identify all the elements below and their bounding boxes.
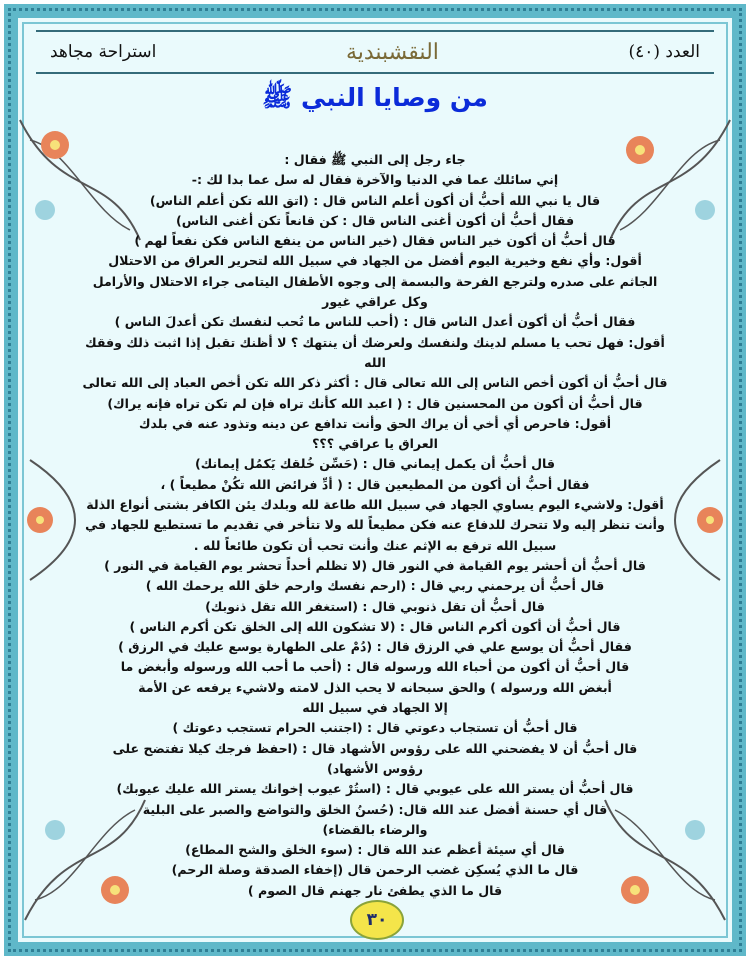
text-line: فقال أحبُّ أن أكون أعدل الناس قال : (أحب للناس ما تُحب لنفسك تكن أعدلَ الناس ) bbox=[114, 314, 636, 330]
text-line: وكل عراقي غيور bbox=[322, 294, 428, 310]
text-line: فقال أحبُّ أن أكون أغنى الناس قال : كن قانعاً تكن أغنى الناس) bbox=[175, 212, 575, 228]
text-line: قال أحبُّ أن أكون خير الناس فقال (خير الناس من ينفع الناس فكن نفعاً لهم ) bbox=[134, 233, 616, 249]
text-line: سبيل الله ترفع به الإثم عنك وأنت تحب أن تكون طائعاً لله . bbox=[193, 537, 557, 553]
text-line: قال أحبُّ أن تقل ذنوبي قال : (استغفر الله تقل ذنوبك) bbox=[205, 598, 545, 614]
text-line: وأنت تنظر إليه ولا تتحرك للدفاع عنه فكن مطيعاً لله ولا تتأخر في تقديم ما تستطيع للجهاد في bbox=[85, 517, 665, 533]
text-line: إني سائلك عما في الدنيا والآخرة فقال له سل عما بدا لك :- bbox=[191, 172, 559, 188]
text-line: العراق يا عراقي ؟؟؟ bbox=[312, 436, 438, 452]
text-line: أقول: ولاشيء اليوم يساوي الجهاد في سبيل الله طاعة لله وبلدك يئن الكافر بشتى أنواع الذلة bbox=[86, 497, 664, 513]
text-line: قال أحبُّ أن تستجاب دعوتي قال : (اجتنب الحرام تستجب دعوتك ) bbox=[172, 720, 578, 736]
text-line: قال أحبُّ أن أكون أكرم الناس قال : (لا تشكون الله إلى الخلق تكن أكرم الناس ) bbox=[129, 618, 621, 634]
text-line: قال أحبُّ أن أكون من أحباء الله ورسوله قال : (أحب ما أحب الله ورسوله وأبغض ما bbox=[120, 659, 630, 675]
text-line: أبغض الله ورسوله ) والحق سبحانه لا يحب الذل لامته ولاشيء يرفعه عن الأمة bbox=[138, 679, 612, 695]
text-line: قال أحبُّ أن أكون أخص الناس إلى الله تعالى قال : أكثر ذكر الله تكن أخص العباد إلى الله تعالى bbox=[82, 375, 668, 391]
issue-label: العدد (٤٠) bbox=[628, 42, 700, 62]
magazine-name: النقشبندية bbox=[345, 39, 439, 65]
page-title: من وصايا النبي ﷺ bbox=[262, 83, 488, 112]
text-line: أقول: وأي نفع وخيرية اليوم أفضل من الجهاد في سبيل الله لتحرير العراق من الاحتلال bbox=[108, 253, 642, 269]
text-line: قال أحبُّ أن أكون من المحسنين قال : ( اعبد الله كأنك تراه فإن لم تكن تراه فإنه يراك) bbox=[107, 395, 643, 411]
text-line: قال أي سيئة أعظم عند الله قال : (سوء الخلق والشح المطاع) bbox=[185, 842, 565, 858]
text-line: قال ما الذي يُسكِن غضب الرحمن قال (إخفاء الصدقة وصلة الرحم) bbox=[171, 862, 579, 878]
text-line: قال يا نبي الله أحبُّ أن أكون أعلم الناس قال : (اتق الله تكن أعلم الناس) bbox=[149, 192, 601, 208]
text-line: فقال أحبُّ أن يوسع علي في الرزق قال : (دُمْ على الطهارة يوسع عليك في الرزق ) bbox=[118, 639, 632, 655]
text-line: رؤوس الأشهاد) bbox=[326, 760, 423, 776]
text-line: والرضاء بالقضاء) bbox=[322, 821, 428, 837]
text-line: أقول: فهل تحب يا مسلم لدينك ولنفسك ولعرضك أن ينتهك ؟ لا أظنك تقبل إذا اثبت ذلك وفقك الله bbox=[85, 334, 665, 370]
text-line: قال ما الذي يطفئ نار جهنم قال الصوم ) bbox=[247, 882, 503, 898]
section-label: استراحة مجاهد bbox=[50, 42, 157, 62]
text-line: قال أحبُّ أن أحشر يوم القيامة في النور قال (لا تظلم أحداً تحشر يوم القيامة في النور ) bbox=[104, 557, 646, 573]
text-line: أقول: فاحرص أي أخي أن يراك الحق وأنت تدافع عن دينه وتذود عنه في بلدك bbox=[138, 415, 612, 431]
text-line: فقال أحبُّ أن أكون من المطيعين قال : ( أدِّ فرائض الله تكُنْ مطيعاً ) ، bbox=[160, 476, 590, 492]
text-line: قال أحبُّ أن لا يفضحني الله على رؤوس الأشهاد قال : (احفظ فرجك كيلا تفتضح على bbox=[112, 740, 638, 756]
text-line: قال أحبُّ أن يستر الله على عيوبي قال : (استُرْ عيوب إخوانك يستر الله عليك عيوبك) bbox=[116, 781, 634, 797]
text-line: قال أحبُّ أن يكمل إيماني قال : (حَسِّن خُلقك يَكمُل إيمانك) bbox=[194, 456, 556, 472]
page-number: ٣٠ bbox=[350, 900, 404, 940]
text-line: قال أحبُّ أن يرحمني ربي قال : (ارحم نفسك وارحم خلق الله يرحمك الله ) bbox=[145, 578, 605, 594]
text-line: قال أي حسنة أفضل عند الله قال: (حُسنُ الخلق والتواضع والصبر على البلية bbox=[142, 801, 608, 817]
text-line: إلا الجهاد في سبيل الله bbox=[302, 700, 448, 716]
text-line: جاء رجل إلى النبي ﷺ فقال : bbox=[284, 152, 466, 167]
article-body bbox=[80, 150, 670, 901]
page-header bbox=[36, 30, 714, 74]
text-line: الجاثم على صدره ولترجع الفرحة والبسمة إلى وجوه الأطفال اليتامى جراء الاحتلال والأرامل bbox=[92, 273, 658, 289]
